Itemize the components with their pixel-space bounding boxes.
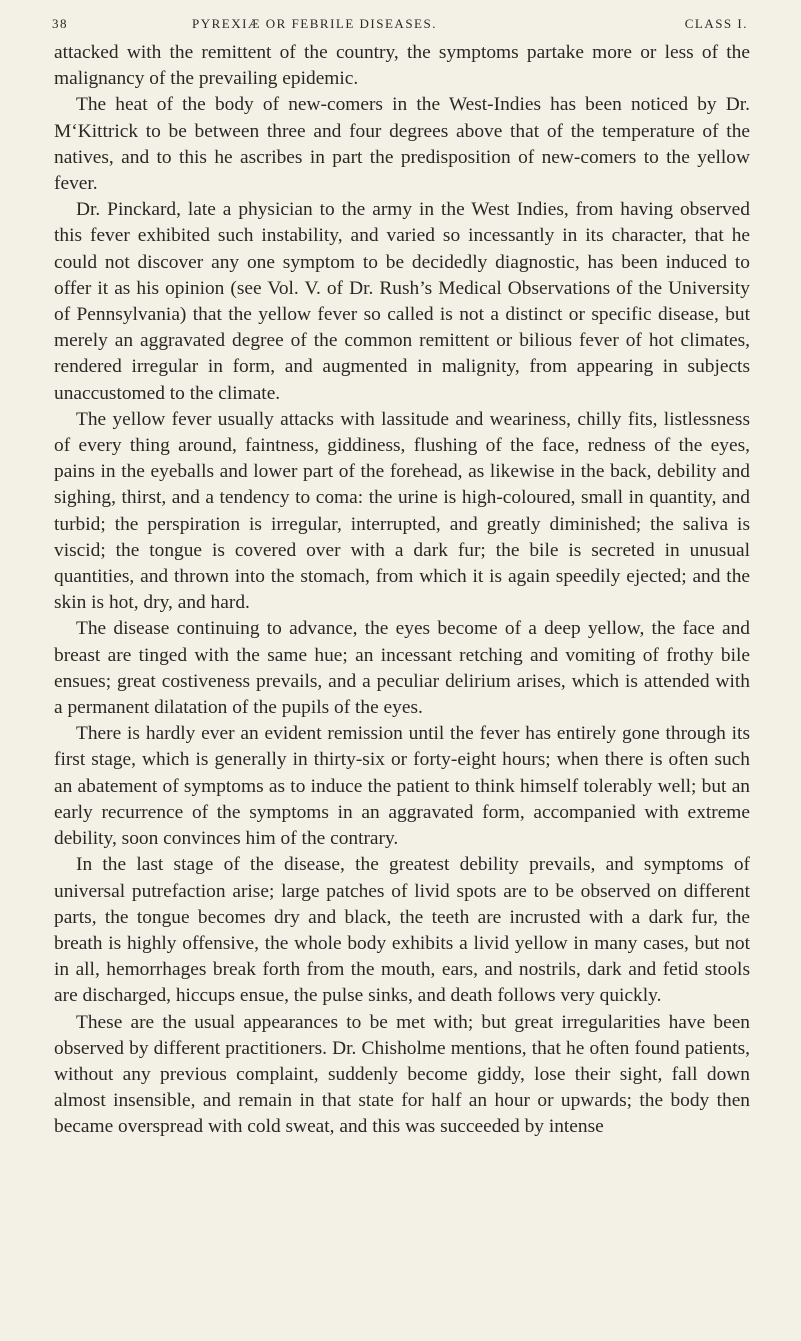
paragraph: The yellow fever usually attacks with lassitude and weariness, chilly fits, listlessness of every thing around, faintness, giddiness, flushing of the face, redness of the eyes, pains in the eyeballs and lower part of the forehead, as likewise in the back, debility and sighing, thirst, and a tendency to coma: the urine is high-coloured, small in quantity, and turbid; the perspiration is irregular, interrupted, and greatly diminished; the saliva is viscid; the tongue is covered over with a dark fur; the bile is secreted in unusual quantities, and thrown into the stomach, from which it is again speedily ejected; and the skin is hot, dry, and hard.: [54, 408, 750, 614]
paragraph: Dr. Pinckard, late a physician to the army in the West Indies, from having observed this fever exhibited such instability, and varied so incessantly in its character, that he could not discover any one symptom to be decidedly diagnostic, has been induced to offer it as his opinion (see Vol. V. of Dr. Rush’s Medical Observations of the University of Pennsylvania) that the yellow fever so called is not a distinct or specific disease, but merely an aggravated degree of the common remittent or bilious fever of hot climates, rendered irregular in form, and augmented in malignity, from appearing in subjects unaccustomed to the climate.: [54, 199, 750, 404]
running-header: [52, 16, 748, 40]
paragraph: The heat of the body of new-comers in the West-Indies has been noticed by Dr. M‘Kittrick to be between three and four degrees above that of the temperature of the natives, and to this he ascribes in part the predisposition of new-comers to the yellow fever.: [54, 94, 750, 195]
paragraph: The disease continuing to advance, the eyes become of a deep yellow, the face and breast are tinged with the same hue; an incessant retching and vomiting of frothy bile ensues; great costiveness prevails, and a peculiar delirium arises, which is attended with a permanent dilatation of the pupils of the eyes.: [54, 618, 750, 719]
paragraph: There is hardly ever an evident remission until the fever has entirely gone through its first stage, which is generally in thirty-six or forty-eight hours; when there is often such an abatement of symptoms as to induce the patient to think himself tolerably well; but an early recurrence of the symptoms in an aggravated form, accompanied with extreme debility, soon convinces him of the contrary.: [54, 723, 750, 850]
class-label: CLASS I.: [684, 16, 748, 31]
paragraph: attacked with the remittent of the country, the symptoms partake more or less of the malignancy of the prevailing epidemic.: [54, 42, 750, 90]
paragraph: These are the usual appearances to be met with; but great irregularities have been observed by different practitioners. Dr. Chisholme mentions, that he often found patients, without any previous complaint, suddenly become giddy, lose their sight, fall down almost insensible, and remain in that state for half an hour or upwards; the body then became overspread with cold sweat, and this was succeeded by intense: [54, 1011, 750, 1138]
running-title: PYREXIÆ OR FEBRILE DISEASES.: [192, 16, 437, 31]
page-number: 38: [52, 16, 68, 31]
paragraph: In the last stage of the disease, the greatest debility prevails, and symptoms of universal putrefaction arise; large patches of livid spots are to be observed on different parts, the tongue becomes dry and black, the teeth are incrusted with a dark fur, the breath is highly offensive, the whole body exhibits a livid yellow in many cases, but not in all, hemorrhages break forth from the mouth, ears, and nostrils, dark and fetid stools are discharged, hiccups ensue, the pulse sinks, and death follows very quickly.: [54, 854, 750, 1007]
body-text: [54, 40, 750, 1141]
